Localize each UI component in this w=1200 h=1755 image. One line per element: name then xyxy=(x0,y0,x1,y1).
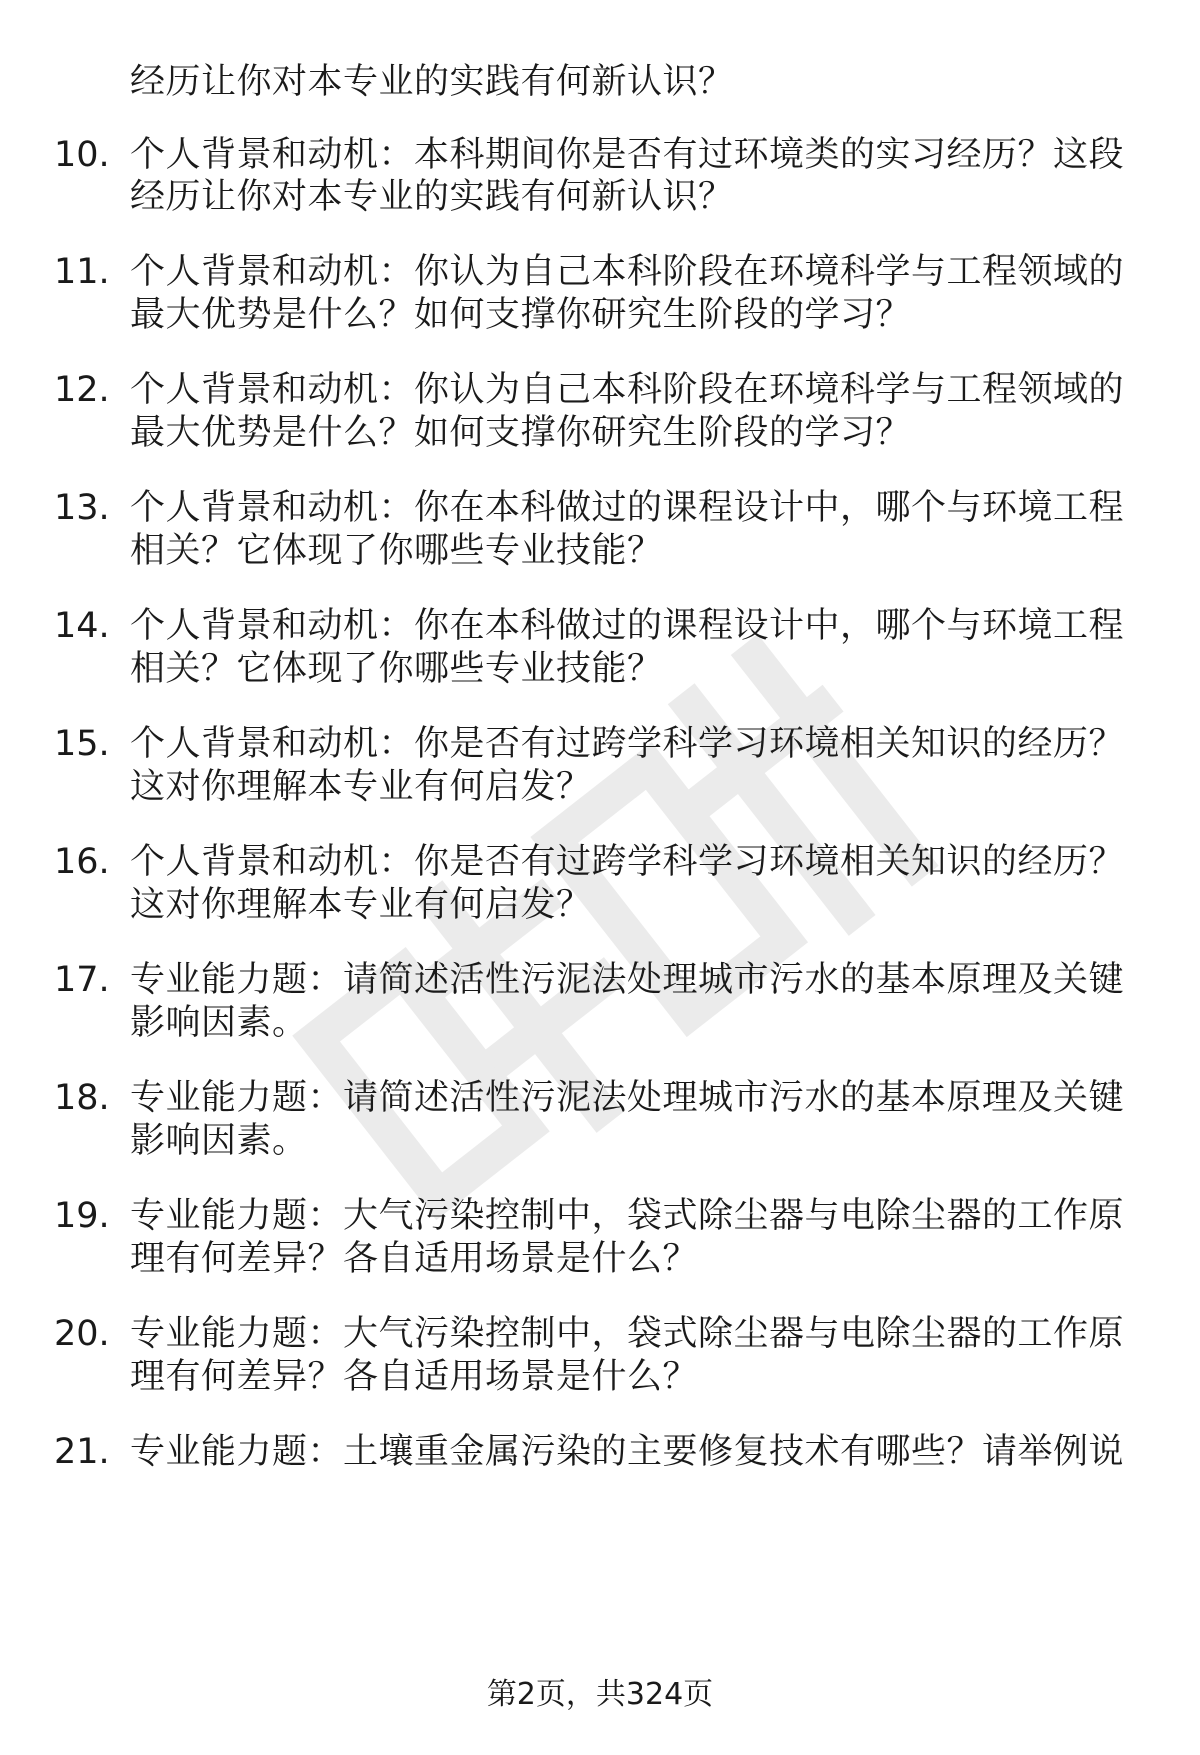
item-number: 13. xyxy=(54,488,110,528)
question-line: 个人背景和动机：你是否有过跨学科学习环境相关知识的经历？ xyxy=(130,724,1125,764)
question-line: 影响因素。 xyxy=(130,1003,308,1043)
question-line: 经历让你对本专业的实践有何新认识？ xyxy=(130,177,734,217)
question-line: 理有何差异？各自适用场景是什么？ xyxy=(130,1357,699,1397)
question-line: 专业能力题：土壤重金属污染的主要修复技术有哪些？请举例说 xyxy=(130,1432,1125,1472)
item-number: 16. xyxy=(54,842,110,882)
question-line: 影响因素。 xyxy=(130,1121,308,1161)
item-number: 19. xyxy=(54,1196,110,1236)
question-line: 专业能力题：请简述活性污泥法处理城市污水的基本原理及关键 xyxy=(130,1078,1125,1118)
question-line: 相关？它体现了你哪些专业技能？ xyxy=(130,531,663,571)
question-line: 相关？它体现了你哪些专业技能？ xyxy=(130,649,663,689)
question-line: 理有何差异？各自适用场景是什么？ xyxy=(130,1239,699,1279)
item-number: 20. xyxy=(54,1314,110,1354)
item-number: 15. xyxy=(54,724,110,764)
item-number: 10. xyxy=(54,135,110,175)
item-number: 17. xyxy=(54,960,110,1000)
item-number: 11. xyxy=(54,252,110,292)
question-line: 专业能力题：大气污染控制中，袋式除尘器与电除尘器的工作原 xyxy=(130,1196,1125,1236)
question-line: 这对你理解本专业有何启发？ xyxy=(130,885,592,925)
question-line: 专业能力题：请简述活性污泥法处理城市污水的基本原理及关键 xyxy=(130,960,1125,1000)
question-line: 专业能力题：大气污染控制中，袋式除尘器与电除尘器的工作原 xyxy=(130,1314,1125,1354)
item-number: 12. xyxy=(54,370,110,410)
question-line: 个人背景和动机：你在本科做过的课程设计中，哪个与环境工程 xyxy=(130,488,1125,528)
page-footer: 第2页，共324页 xyxy=(486,1677,714,1712)
question-line: 最大优势是什么？如何支撑你研究生阶段的学习？ xyxy=(130,295,912,335)
question-line: 个人背景和动机：本科期间你是否有过环境类的实习经历？这段 xyxy=(130,135,1125,175)
continuation-line: 经历让你对本专业的实践有何新认识？ xyxy=(130,62,734,102)
item-number: 21. xyxy=(54,1432,110,1472)
item-number: 14. xyxy=(54,606,110,646)
question-line: 个人背景和动机：你认为自己本科阶段在环境科学与工程领域的 xyxy=(130,252,1125,292)
question-line: 个人背景和动机：你认为自己本科阶段在环境科学与工程领域的 xyxy=(130,370,1125,410)
question-line: 最大优势是什么？如何支撑你研究生阶段的学习？ xyxy=(130,413,912,453)
question-line: 个人背景和动机：你是否有过跨学科学习环境相关知识的经历？ xyxy=(130,842,1125,882)
item-number: 18. xyxy=(54,1078,110,1118)
question-line: 个人背景和动机：你在本科做过的课程设计中，哪个与环境工程 xyxy=(130,606,1125,646)
question-line: 这对你理解本专业有何启发？ xyxy=(130,767,592,807)
